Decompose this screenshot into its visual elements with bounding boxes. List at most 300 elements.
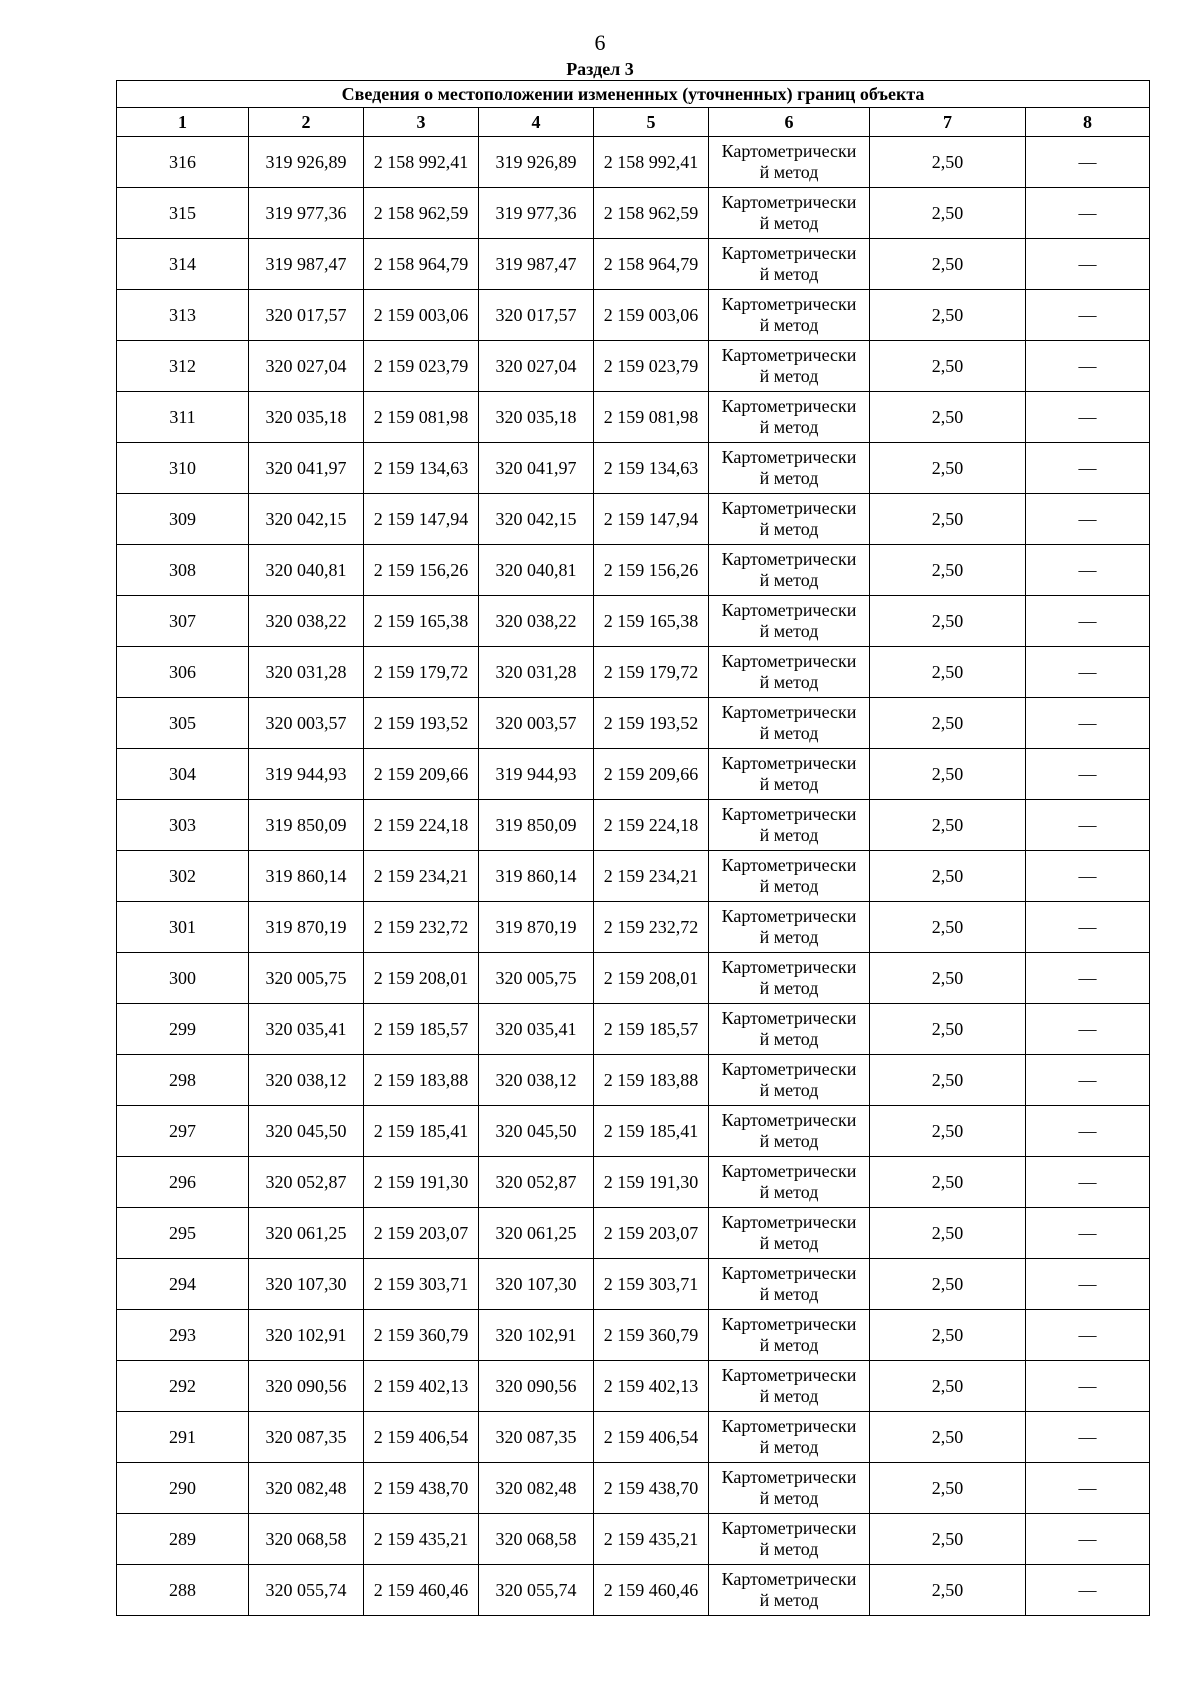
method-cell <box>709 494 870 545</box>
method-cell <box>709 341 870 392</box>
column-number-header: 3 <box>364 108 479 137</box>
accuracy-cell: 2,50 <box>870 1004 1026 1055</box>
method-cell <box>709 545 870 596</box>
method-line-1: Картометрически <box>721 1518 857 1538</box>
y-new-cell: 2 159 003,06 <box>594 290 709 341</box>
y-new-cell: 2 159 438,70 <box>594 1463 709 1514</box>
y-old-cell: 2 159 208,01 <box>364 953 479 1004</box>
x-new-cell: 320 090,56 <box>479 1361 594 1412</box>
accuracy-cell: 2,50 <box>870 1157 1026 1208</box>
point-number-cell: 311 <box>117 392 249 443</box>
method-line-2: й метод <box>759 876 819 896</box>
y-old-cell: 2 159 234,21 <box>364 851 479 902</box>
method-cell <box>709 1565 870 1616</box>
method-cell <box>709 851 870 902</box>
x-old-cell: 320 090,56 <box>249 1361 364 1412</box>
method-line-2: й метод <box>759 264 819 284</box>
method-line-2: й метод <box>759 1131 819 1151</box>
method-line-2: й метод <box>759 570 819 590</box>
x-new-cell: 320 005,75 <box>479 953 594 1004</box>
method-cell <box>709 1514 870 1565</box>
y-old-cell: 2 158 964,79 <box>364 239 479 290</box>
method-line-2: й метод <box>759 366 819 386</box>
method-cell <box>709 1004 870 1055</box>
x-new-cell: 319 850,09 <box>479 800 594 851</box>
accuracy-cell: 2,50 <box>870 1514 1026 1565</box>
accuracy-cell: 2,50 <box>870 494 1026 545</box>
table-row <box>117 1361 1150 1412</box>
y-old-cell: 2 159 209,66 <box>364 749 479 800</box>
accuracy-cell: 2,50 <box>870 1106 1026 1157</box>
y-old-cell: 2 159 023,79 <box>364 341 479 392</box>
note-cell: — <box>1026 1208 1150 1259</box>
table-row <box>117 1565 1150 1616</box>
column-number-header: 7 <box>870 108 1026 137</box>
method-cell <box>709 1412 870 1463</box>
accuracy-cell: 2,50 <box>870 392 1026 443</box>
method-line-2: й метод <box>759 774 819 794</box>
x-old-cell: 320 107,30 <box>249 1259 364 1310</box>
accuracy-cell: 2,50 <box>870 902 1026 953</box>
y-new-cell: 2 159 185,41 <box>594 1106 709 1157</box>
method-line-1: Картометрически <box>721 243 857 263</box>
point-number-cell: 304 <box>117 749 249 800</box>
note-cell: — <box>1026 443 1150 494</box>
note-cell: — <box>1026 188 1150 239</box>
x-new-cell: 320 102,91 <box>479 1310 594 1361</box>
method-line-2: й метод <box>759 213 819 233</box>
note-cell: — <box>1026 851 1150 902</box>
x-new-cell: 320 107,30 <box>479 1259 594 1310</box>
x-old-cell: 320 005,75 <box>249 953 364 1004</box>
note-cell: — <box>1026 137 1150 188</box>
y-new-cell: 2 159 179,72 <box>594 647 709 698</box>
method-line-1: Картометрически <box>721 1416 857 1436</box>
y-new-cell: 2 159 406,54 <box>594 1412 709 1463</box>
method-line-2: й метод <box>759 1488 819 1508</box>
accuracy-cell: 2,50 <box>870 647 1026 698</box>
table-row <box>117 1412 1150 1463</box>
x-new-cell: 319 870,19 <box>479 902 594 953</box>
note-cell: — <box>1026 953 1150 1004</box>
point-number-cell: 297 <box>117 1106 249 1157</box>
y-old-cell: 2 159 224,18 <box>364 800 479 851</box>
table-row <box>117 851 1150 902</box>
note-cell: — <box>1026 1463 1150 1514</box>
table-row <box>117 137 1150 188</box>
method-line-2: й метод <box>759 1335 819 1355</box>
column-number-header: 6 <box>709 108 870 137</box>
table-row <box>117 1208 1150 1259</box>
method-line-2: й метод <box>759 1182 819 1202</box>
method-line-2: й метод <box>759 1590 819 1610</box>
method-line-1: Картометрически <box>721 1467 857 1487</box>
note-cell: — <box>1026 647 1150 698</box>
point-number-cell: 308 <box>117 545 249 596</box>
y-new-cell: 2 159 023,79 <box>594 341 709 392</box>
note-cell: — <box>1026 800 1150 851</box>
method-line-2: й метод <box>759 672 819 692</box>
method-cell <box>709 392 870 443</box>
y-new-cell: 2 159 435,21 <box>594 1514 709 1565</box>
x-old-cell: 320 102,91 <box>249 1310 364 1361</box>
point-number-cell: 313 <box>117 290 249 341</box>
note-cell: — <box>1026 1514 1150 1565</box>
method-line-1: Картометрически <box>721 600 857 620</box>
x-old-cell: 319 860,14 <box>249 851 364 902</box>
note-cell: — <box>1026 902 1150 953</box>
x-old-cell: 320 082,48 <box>249 1463 364 1514</box>
method-line-1: Картометрически <box>721 1161 857 1181</box>
method-line-2: й метод <box>759 1080 819 1100</box>
method-cell <box>709 1055 870 1106</box>
method-line-2: й метод <box>759 1233 819 1253</box>
y-old-cell: 2 159 185,41 <box>364 1106 479 1157</box>
accuracy-cell: 2,50 <box>870 1259 1026 1310</box>
method-line-1: Картометрически <box>721 651 857 671</box>
x-new-cell: 320 055,74 <box>479 1565 594 1616</box>
point-number-cell: 296 <box>117 1157 249 1208</box>
x-new-cell: 320 042,15 <box>479 494 594 545</box>
note-cell: — <box>1026 1055 1150 1106</box>
method-cell <box>709 800 870 851</box>
method-line-1: Картометрически <box>721 396 857 416</box>
x-new-cell: 319 944,93 <box>479 749 594 800</box>
method-cell <box>709 1463 870 1514</box>
y-new-cell: 2 159 203,07 <box>594 1208 709 1259</box>
method-line-2: й метод <box>759 519 819 539</box>
section-title: Раздел 3 <box>566 59 634 79</box>
y-new-cell: 2 159 209,66 <box>594 749 709 800</box>
table-row <box>117 800 1150 851</box>
x-new-cell: 320 035,41 <box>479 1004 594 1055</box>
accuracy-cell: 2,50 <box>870 239 1026 290</box>
point-number-cell: 310 <box>117 443 249 494</box>
accuracy-cell: 2,50 <box>870 953 1026 1004</box>
method-cell <box>709 1106 870 1157</box>
point-number-cell: 303 <box>117 800 249 851</box>
x-old-cell: 320 038,22 <box>249 596 364 647</box>
note-cell: — <box>1026 1106 1150 1157</box>
table-row <box>117 341 1150 392</box>
method-line-1: Картометрически <box>721 1314 857 1334</box>
x-new-cell: 319 926,89 <box>479 137 594 188</box>
y-old-cell: 2 159 134,63 <box>364 443 479 494</box>
method-cell <box>709 1259 870 1310</box>
table-row <box>117 1259 1150 1310</box>
y-old-cell: 2 159 193,52 <box>364 698 479 749</box>
y-old-cell: 2 159 191,30 <box>364 1157 479 1208</box>
accuracy-cell: 2,50 <box>870 1412 1026 1463</box>
table-row <box>117 596 1150 647</box>
x-new-cell: 320 041,97 <box>479 443 594 494</box>
method-cell <box>709 1157 870 1208</box>
method-cell <box>709 749 870 800</box>
method-line-1: Картометрически <box>721 1263 857 1283</box>
x-new-cell: 320 031,28 <box>479 647 594 698</box>
y-old-cell: 2 159 156,26 <box>364 545 479 596</box>
x-old-cell: 320 061,25 <box>249 1208 364 1259</box>
x-old-cell: 320 035,41 <box>249 1004 364 1055</box>
method-line-1: Картометрически <box>721 192 857 212</box>
y-new-cell: 2 158 964,79 <box>594 239 709 290</box>
point-number-cell: 292 <box>117 1361 249 1412</box>
y-old-cell: 2 159 003,06 <box>364 290 479 341</box>
method-cell <box>709 698 870 749</box>
table-row <box>117 545 1150 596</box>
y-new-cell: 2 159 460,46 <box>594 1565 709 1616</box>
x-old-cell: 320 087,35 <box>249 1412 364 1463</box>
x-new-cell: 320 061,25 <box>479 1208 594 1259</box>
method-line-1: Картометрически <box>721 804 857 824</box>
y-old-cell: 2 158 992,41 <box>364 137 479 188</box>
x-old-cell: 319 944,93 <box>249 749 364 800</box>
y-old-cell: 2 159 165,38 <box>364 596 479 647</box>
x-new-cell: 320 040,81 <box>479 545 594 596</box>
note-cell: — <box>1026 698 1150 749</box>
y-old-cell: 2 159 435,21 <box>364 1514 479 1565</box>
y-new-cell: 2 158 992,41 <box>594 137 709 188</box>
y-new-cell: 2 159 134,63 <box>594 443 709 494</box>
x-old-cell: 320 027,04 <box>249 341 364 392</box>
y-old-cell: 2 159 203,07 <box>364 1208 479 1259</box>
x-old-cell: 320 045,50 <box>249 1106 364 1157</box>
column-number-header: 2 <box>249 108 364 137</box>
table-row <box>117 953 1150 1004</box>
accuracy-cell: 2,50 <box>870 800 1026 851</box>
point-number-cell: 299 <box>117 1004 249 1055</box>
y-old-cell: 2 159 402,13 <box>364 1361 479 1412</box>
y-old-cell: 2 159 360,79 <box>364 1310 479 1361</box>
note-cell: — <box>1026 494 1150 545</box>
x-new-cell: 320 068,58 <box>479 1514 594 1565</box>
note-cell: — <box>1026 290 1150 341</box>
y-old-cell: 2 159 179,72 <box>364 647 479 698</box>
y-new-cell: 2 159 165,38 <box>594 596 709 647</box>
method-line-1: Картометрически <box>721 345 857 365</box>
y-old-cell: 2 159 081,98 <box>364 392 479 443</box>
table-row <box>117 1157 1150 1208</box>
table-row <box>117 494 1150 545</box>
method-cell <box>709 239 870 290</box>
method-line-2: й метод <box>759 927 819 947</box>
method-cell <box>709 1310 870 1361</box>
method-cell <box>709 443 870 494</box>
x-old-cell: 320 035,18 <box>249 392 364 443</box>
method-cell <box>709 1208 870 1259</box>
point-number-cell: 290 <box>117 1463 249 1514</box>
method-line-2: й метод <box>759 1386 819 1406</box>
y-old-cell: 2 158 962,59 <box>364 188 479 239</box>
y-old-cell: 2 159 460,46 <box>364 1565 479 1616</box>
y-new-cell: 2 159 156,26 <box>594 545 709 596</box>
note-cell: — <box>1026 239 1150 290</box>
table-row <box>117 392 1150 443</box>
note-cell: — <box>1026 1004 1150 1055</box>
x-new-cell: 320 038,12 <box>479 1055 594 1106</box>
method-cell <box>709 137 870 188</box>
x-old-cell: 320 003,57 <box>249 698 364 749</box>
y-old-cell: 2 159 438,70 <box>364 1463 479 1514</box>
point-number-cell: 293 <box>117 1310 249 1361</box>
method-line-2: й метод <box>759 1029 819 1049</box>
accuracy-cell: 2,50 <box>870 596 1026 647</box>
table-row <box>117 1514 1150 1565</box>
method-line-2: й метод <box>759 315 819 335</box>
table-row <box>117 1055 1150 1106</box>
table-row <box>117 698 1150 749</box>
method-line-1: Картометрически <box>721 906 857 926</box>
method-line-1: Картометрически <box>721 1008 857 1028</box>
method-cell <box>709 188 870 239</box>
x-old-cell: 320 052,87 <box>249 1157 364 1208</box>
accuracy-cell: 2,50 <box>870 1310 1026 1361</box>
point-number-cell: 306 <box>117 647 249 698</box>
x-old-cell: 320 031,28 <box>249 647 364 698</box>
method-line-2: й метод <box>759 162 819 182</box>
point-number-cell: 312 <box>117 341 249 392</box>
note-cell: — <box>1026 1259 1150 1310</box>
table-row <box>117 188 1150 239</box>
note-cell: — <box>1026 1361 1150 1412</box>
accuracy-cell: 2,50 <box>870 1208 1026 1259</box>
note-cell: — <box>1026 596 1150 647</box>
x-new-cell: 320 045,50 <box>479 1106 594 1157</box>
accuracy-cell: 2,50 <box>870 341 1026 392</box>
y-old-cell: 2 159 147,94 <box>364 494 479 545</box>
method-line-1: Картометрически <box>721 855 857 875</box>
table-body <box>117 137 1150 1616</box>
accuracy-cell: 2,50 <box>870 851 1026 902</box>
note-cell: — <box>1026 1565 1150 1616</box>
column-number-header: 1 <box>117 108 249 137</box>
x-new-cell: 320 038,22 <box>479 596 594 647</box>
y-new-cell: 2 159 402,13 <box>594 1361 709 1412</box>
method-cell <box>709 902 870 953</box>
point-number-cell: 315 <box>117 188 249 239</box>
x-old-cell: 320 055,74 <box>249 1565 364 1616</box>
note-cell: — <box>1026 1412 1150 1463</box>
boundary-table <box>116 80 1150 1616</box>
y-old-cell: 2 159 183,88 <box>364 1055 479 1106</box>
method-line-2: й метод <box>759 1539 819 1559</box>
x-new-cell: 320 082,48 <box>479 1463 594 1514</box>
x-new-cell: 320 035,18 <box>479 392 594 443</box>
x-old-cell: 319 926,89 <box>249 137 364 188</box>
y-old-cell: 2 159 185,57 <box>364 1004 479 1055</box>
method-line-2: й метод <box>759 468 819 488</box>
x-old-cell: 320 017,57 <box>249 290 364 341</box>
method-line-1: Картометрически <box>721 753 857 773</box>
table-row <box>117 647 1150 698</box>
point-number-cell: 309 <box>117 494 249 545</box>
y-new-cell: 2 158 962,59 <box>594 188 709 239</box>
method-line-1: Картометрически <box>721 498 857 518</box>
accuracy-cell: 2,50 <box>870 443 1026 494</box>
table-row <box>117 290 1150 341</box>
y-new-cell: 2 159 303,71 <box>594 1259 709 1310</box>
x-old-cell: 320 041,97 <box>249 443 364 494</box>
page-number: 6 <box>594 30 606 55</box>
method-cell <box>709 290 870 341</box>
column-number-header: 4 <box>479 108 594 137</box>
x-new-cell: 320 027,04 <box>479 341 594 392</box>
table-row <box>117 1106 1150 1157</box>
accuracy-cell: 2,50 <box>870 698 1026 749</box>
method-line-1: Картометрически <box>721 1569 857 1589</box>
table-row <box>117 443 1150 494</box>
y-new-cell: 2 159 360,79 <box>594 1310 709 1361</box>
method-line-1: Картометрически <box>721 702 857 722</box>
x-new-cell: 320 017,57 <box>479 290 594 341</box>
method-line-1: Картометрически <box>721 1110 857 1130</box>
method-line-1: Картометрически <box>721 1212 857 1232</box>
accuracy-cell: 2,50 <box>870 545 1026 596</box>
point-number-cell: 302 <box>117 851 249 902</box>
x-old-cell: 320 068,58 <box>249 1514 364 1565</box>
column-number-row <box>117 108 1150 137</box>
table-row <box>117 902 1150 953</box>
accuracy-cell: 2,50 <box>870 1463 1026 1514</box>
x-new-cell: 320 003,57 <box>479 698 594 749</box>
y-old-cell: 2 159 303,71 <box>364 1259 479 1310</box>
point-number-cell: 301 <box>117 902 249 953</box>
accuracy-cell: 2,50 <box>870 1361 1026 1412</box>
table-row <box>117 1004 1150 1055</box>
x-old-cell: 320 040,81 <box>249 545 364 596</box>
column-number-header: 5 <box>594 108 709 137</box>
method-line-1: Картометрически <box>721 294 857 314</box>
note-cell: — <box>1026 749 1150 800</box>
y-new-cell: 2 159 224,18 <box>594 800 709 851</box>
point-number-cell: 294 <box>117 1259 249 1310</box>
x-old-cell: 320 042,15 <box>249 494 364 545</box>
method-line-1: Картометрически <box>721 447 857 467</box>
note-cell: — <box>1026 392 1150 443</box>
point-number-cell: 291 <box>117 1412 249 1463</box>
y-old-cell: 2 159 406,54 <box>364 1412 479 1463</box>
accuracy-cell: 2,50 <box>870 1055 1026 1106</box>
method-line-2: й метод <box>759 417 819 437</box>
table-row <box>117 239 1150 290</box>
method-line-1: Картометрически <box>721 1059 857 1079</box>
point-number-cell: 295 <box>117 1208 249 1259</box>
point-number-cell: 298 <box>117 1055 249 1106</box>
y-new-cell: 2 159 147,94 <box>594 494 709 545</box>
point-number-cell: 316 <box>117 137 249 188</box>
accuracy-cell: 2,50 <box>870 290 1026 341</box>
method-line-2: й метод <box>759 1437 819 1457</box>
method-cell <box>709 1361 870 1412</box>
method-line-2: й метод <box>759 825 819 845</box>
y-new-cell: 2 159 081,98 <box>594 392 709 443</box>
note-cell: — <box>1026 545 1150 596</box>
accuracy-cell: 2,50 <box>870 749 1026 800</box>
y-new-cell: 2 159 234,21 <box>594 851 709 902</box>
method-cell <box>709 596 870 647</box>
note-cell: — <box>1026 1310 1150 1361</box>
method-line-1: Картометрически <box>721 549 857 569</box>
accuracy-cell: 2,50 <box>870 188 1026 239</box>
method-line-2: й метод <box>759 1284 819 1304</box>
method-line-2: й метод <box>759 621 819 641</box>
accuracy-cell: 2,50 <box>870 1565 1026 1616</box>
method-line-1: Картометрически <box>721 957 857 977</box>
y-new-cell: 2 159 185,57 <box>594 1004 709 1055</box>
method-cell <box>709 953 870 1004</box>
y-old-cell: 2 159 232,72 <box>364 902 479 953</box>
x-new-cell: 319 987,47 <box>479 239 594 290</box>
